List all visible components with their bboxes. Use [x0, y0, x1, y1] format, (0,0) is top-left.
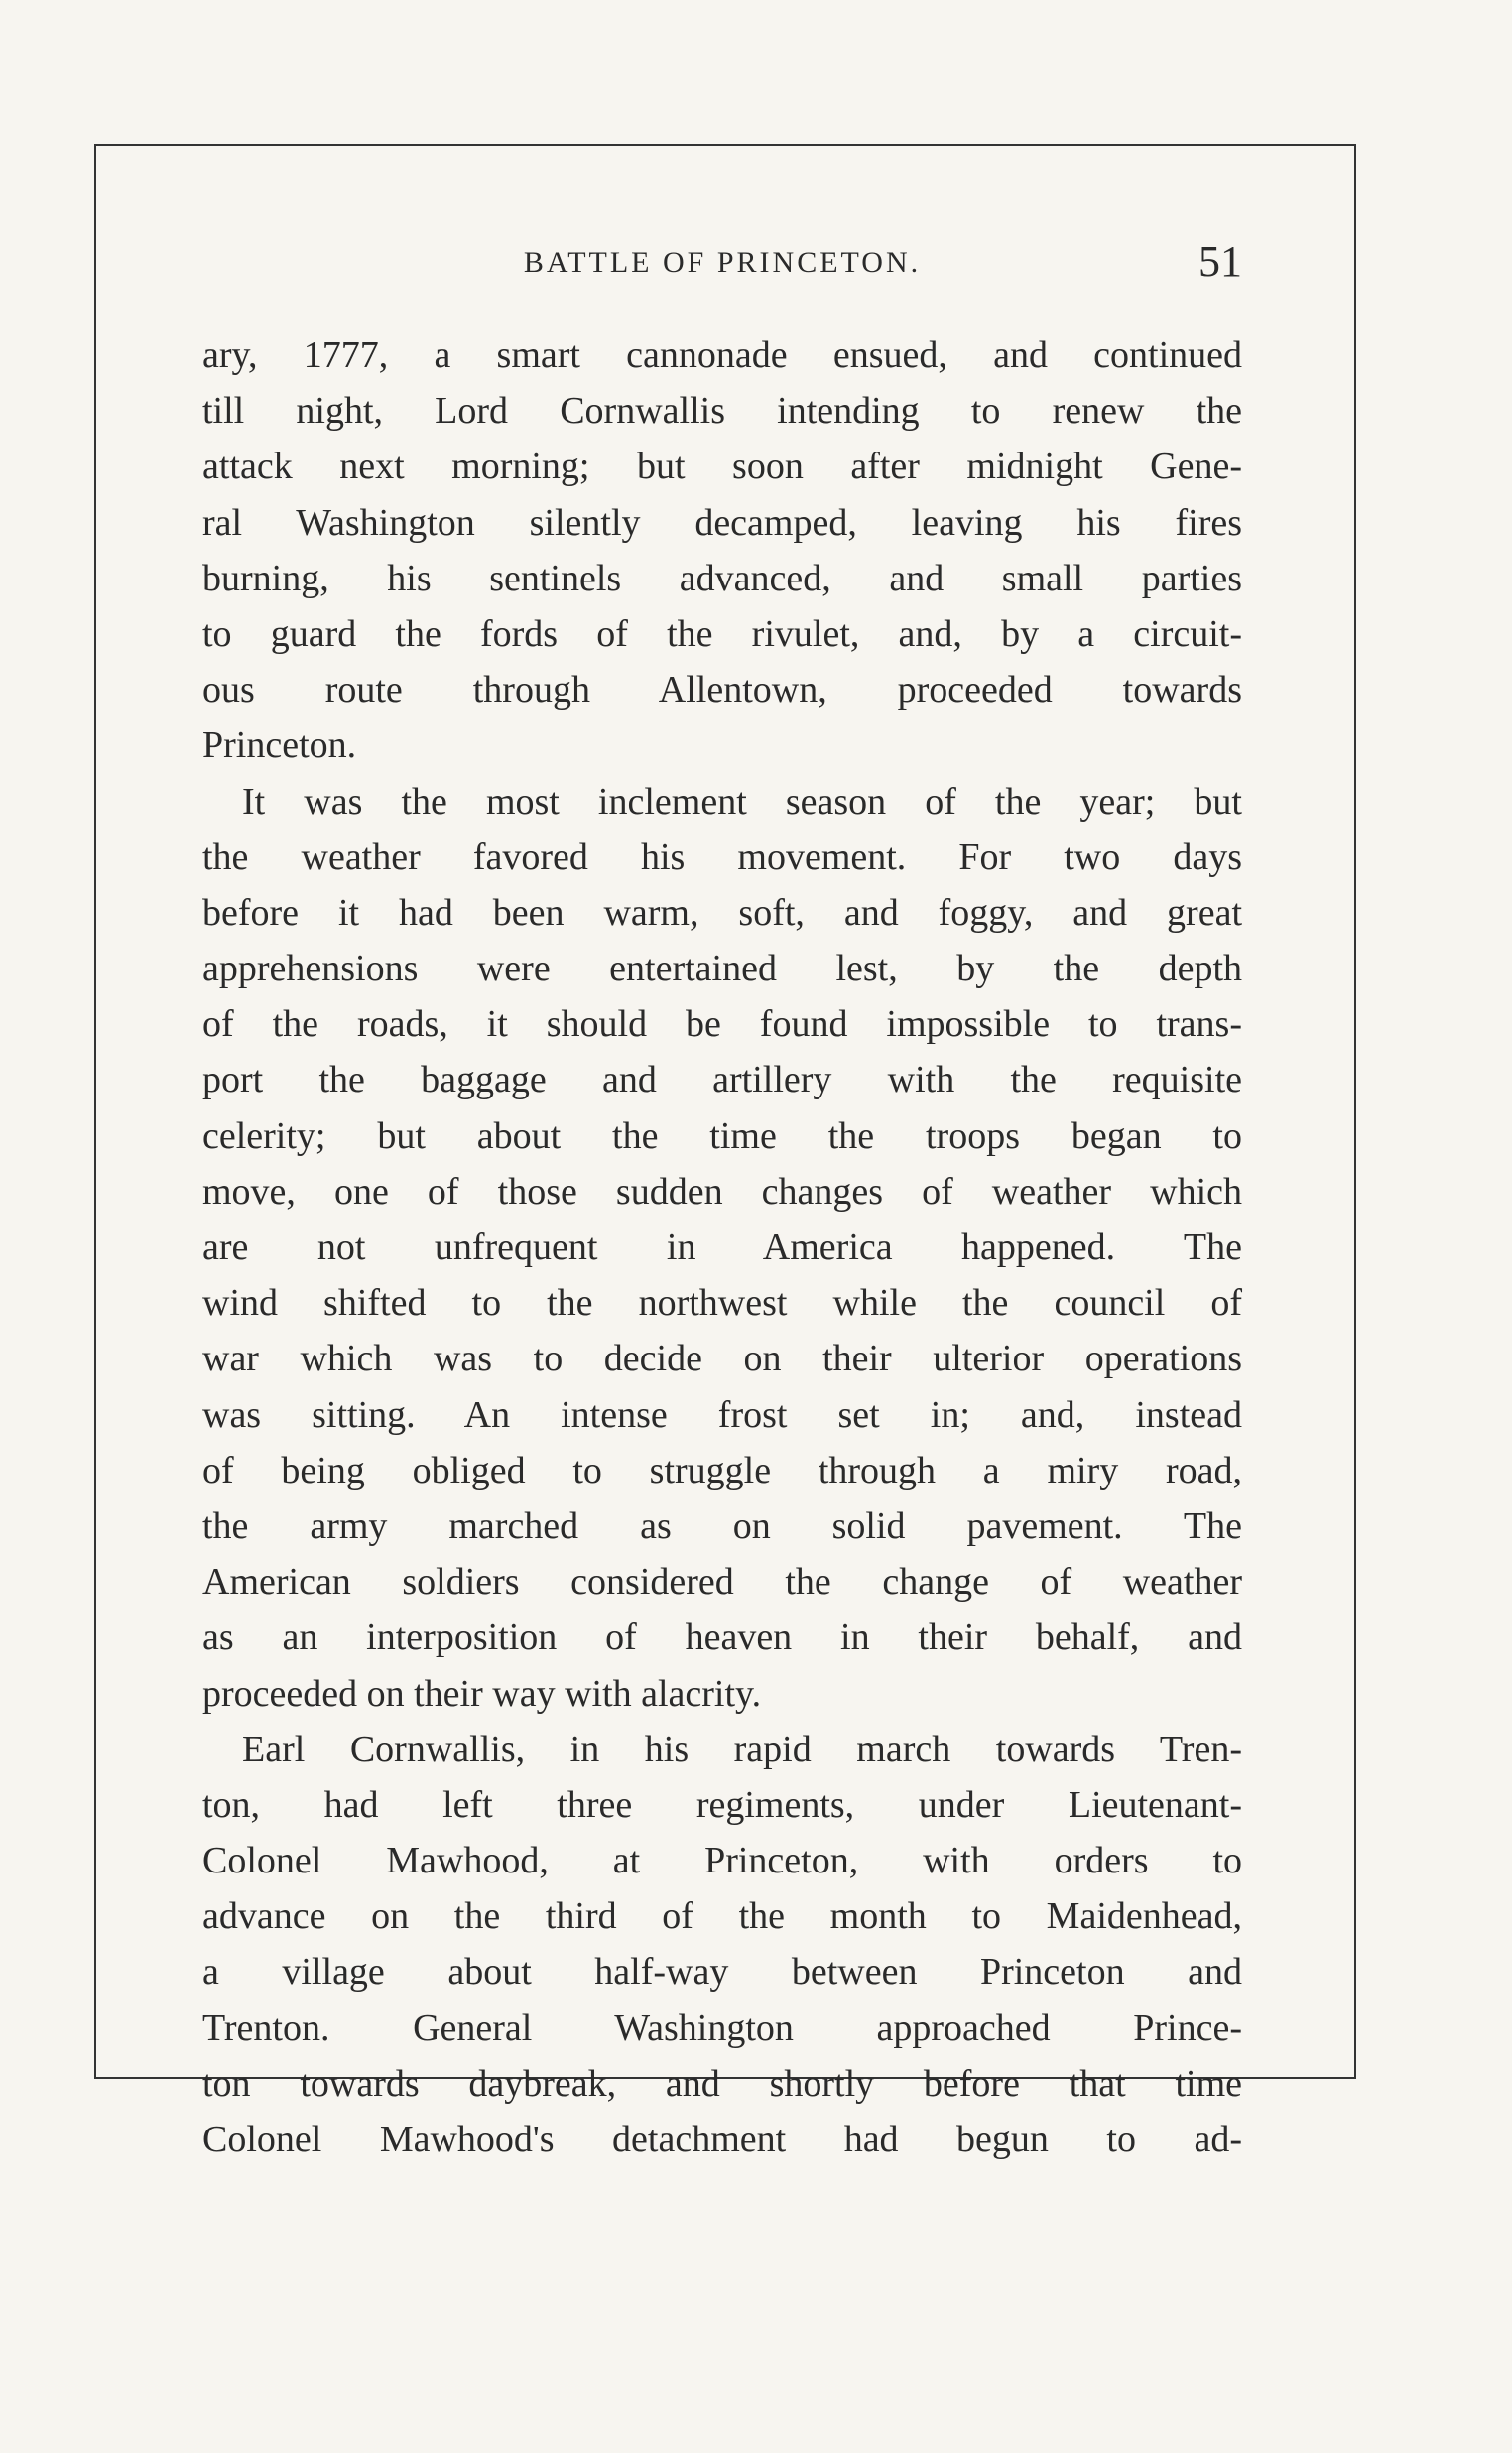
text-line: wind shifted to the northwest while the council of [202, 1282, 1242, 1325]
body-text [202, 327, 1242, 2167]
text-line: attack next morning; but soon after midnight Gene- [202, 446, 1242, 488]
text-line: of being obliged to struggle through a miry road, [202, 1449, 1242, 1491]
text-line: the army marched as on solid pavement. The [202, 1504, 1242, 1547]
text-line: move, one of those sudden changes of weather which [202, 1170, 1242, 1213]
text-line: the weather favored his movement. For two days [202, 836, 1242, 878]
text-line: American soldiers considered the change of weather [202, 1561, 1242, 1604]
text-line: ous route through Allentown, proceeded towards [202, 669, 1242, 711]
text-line: till night, Lord Cornwallis intending to renew the [202, 390, 1242, 433]
text-line: before it had been warm, soft, and foggy, and great [202, 891, 1242, 934]
text-line: apprehensions were entertained lest, by the depth [202, 948, 1242, 990]
text-line: ral Washington silently decamped, leaving his fires [202, 501, 1242, 544]
text-line: war which was to decide on their ulterior operations [202, 1338, 1242, 1380]
text-line: port the baggage and artillery with the requisite [202, 1059, 1242, 1101]
text-line: advance on the third of the month to Maidenhead, [202, 1895, 1242, 1938]
text-line: proceeded on their way with alacrity. [202, 1672, 762, 1715]
text-line: It was the most inclement season of the year; but [242, 780, 1242, 823]
text-line: Princeton. [202, 724, 357, 767]
text-line: ton, had left three regiments, under Lieutenant- [202, 1783, 1242, 1826]
text-line: celerity; but about the time the troops began to [202, 1114, 1242, 1157]
text-line: Earl Cornwallis, in his rapid march towards Tren- [242, 1728, 1242, 1770]
page-number: 51 [1198, 237, 1242, 286]
text-line: of the roads, it should be found impossible to trans- [202, 1003, 1242, 1046]
text-line: burning, his sentinels advanced, and small parties [202, 557, 1242, 599]
text-line: ary, 1777, a smart cannonade ensued, and continued [202, 334, 1242, 376]
text-line: Trenton. General Washington approached Prince- [202, 2006, 1242, 2049]
text-line: are not unfrequent in America happened. The [202, 1226, 1242, 1268]
text-line: to guard the fords of the rivulet, and, by a circuit- [202, 612, 1242, 655]
running-head [202, 237, 1242, 286]
text-line: Colonel Mawhood's detachment had begun to ad- [202, 2119, 1242, 2160]
text-line: ton towards daybreak, and shortly before that time [202, 2062, 1242, 2105]
text-line: a village about half-way between Princeton and [202, 1951, 1242, 1994]
running-title: BATTLE OF PRINCETON. [523, 246, 922, 279]
text-line: as an interposition of heaven in their behalf, and [202, 1616, 1242, 1659]
text-line: Colonel Mawhood, at Princeton, with orders to [202, 1840, 1242, 1882]
text-line: was sitting. An intense frost set in; and, instead [202, 1393, 1242, 1436]
